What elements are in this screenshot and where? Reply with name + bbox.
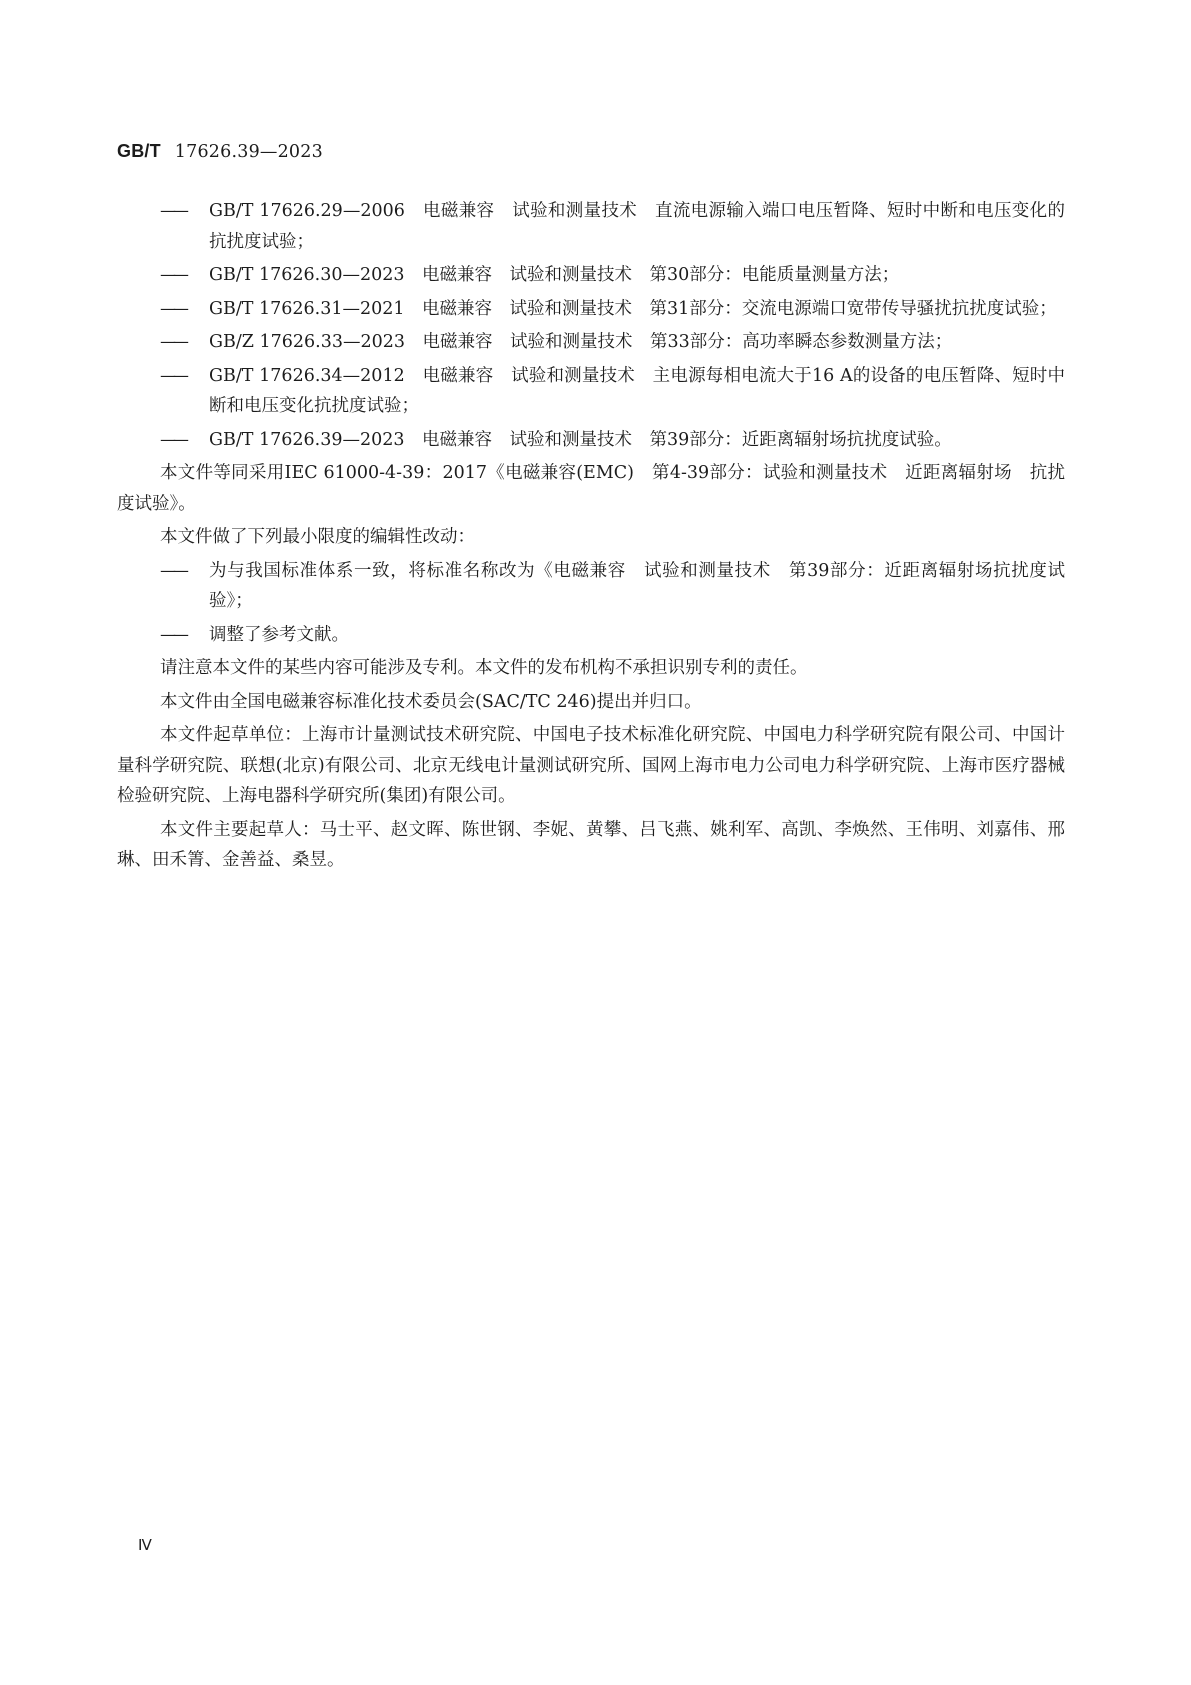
reference-item: —— GB/T 17626.30—2023 电磁兼容 试验和测量技术 第30部分：电能质量测量方法； [117,260,1065,291]
foreword-body [117,196,1065,879]
page-number: Ⅳ [138,1538,152,1554]
page-header [117,141,323,162]
reference-item: —— GB/T 17626.39—2023 电磁兼容 试验和测量技术 第39部分：近距离辐射场抗扰度试验。 [117,425,1065,456]
drafters: 本文件主要起草人：马士平、赵文晖、陈世钢、李妮、黄攀、吕飞燕、姚利军、高凯、李焕然、王伟明、刘嘉伟、邢琳、田禾箐、金善益、桑昱。 [117,819,1065,870]
standard-code: GB/T [117,141,161,161]
patent-notice: 请注意本文件的某些内容可能涉及专利。本文件的发布机构不承担识别专利的责任。 [160,658,808,678]
reference-item: —— GB/T 17626.29—2006 电磁兼容 试验和测量技术 直流电源输入端口电压暂降、短时中断和电压变化的抗扰度试验； [117,196,1065,257]
standard-number: 17626.39—2023 [174,142,323,162]
adoption-statement: 本文件等同采用IEC 61000-4-39：2017《电磁兼容(EMC) 第4-39部分：试验和测量技术 近距离辐射场 抗扰度试验》。 [117,463,1065,514]
change-item: —— 为与我国标准体系一致，将标准名称改为《电磁兼容 试验和测量技术 第39部分：近距离辐射场抗扰度试验》； [117,556,1065,617]
drafting-units: 本文件起草单位：上海市计量测试技术研究院、中国电子技术标准化研究院、中国电力科学研究院有限公司、中国计量科学研究院、联想(北京)有限公司、北京无线电计量测试研究所、国网上海市电力公司电力科学研究院、上海市医疗器械检验研究院、上海电器科学研究所(集团)有限公司。 [117,725,1065,806]
proposer-statement: 本文件由全国电磁兼容标准化技术委员会(SAC/TC 246)提出并归口。 [160,691,702,712]
changes-intro: 本文件做了下列最小限度的编辑性改动： [160,527,475,547]
reference-item: —— GB/T 17626.34—2012 电磁兼容 试验和测量技术 主电源每相电流大于16 A的设备的电压暂降、短时中断和电压变化抗扰度试验； [117,361,1065,422]
reference-item: —— GB/T 17626.31—2021 电磁兼容 试验和测量技术 第31部分：交流电源端口宽带传导骚扰抗扰度试验； [117,294,1065,325]
reference-item: —— GB/Z 17626.33—2023 电磁兼容 试验和测量技术 第33部分：高功率瞬态参数测量方法； [117,327,1065,358]
change-item: —— 调整了参考文献。 [117,620,1065,651]
